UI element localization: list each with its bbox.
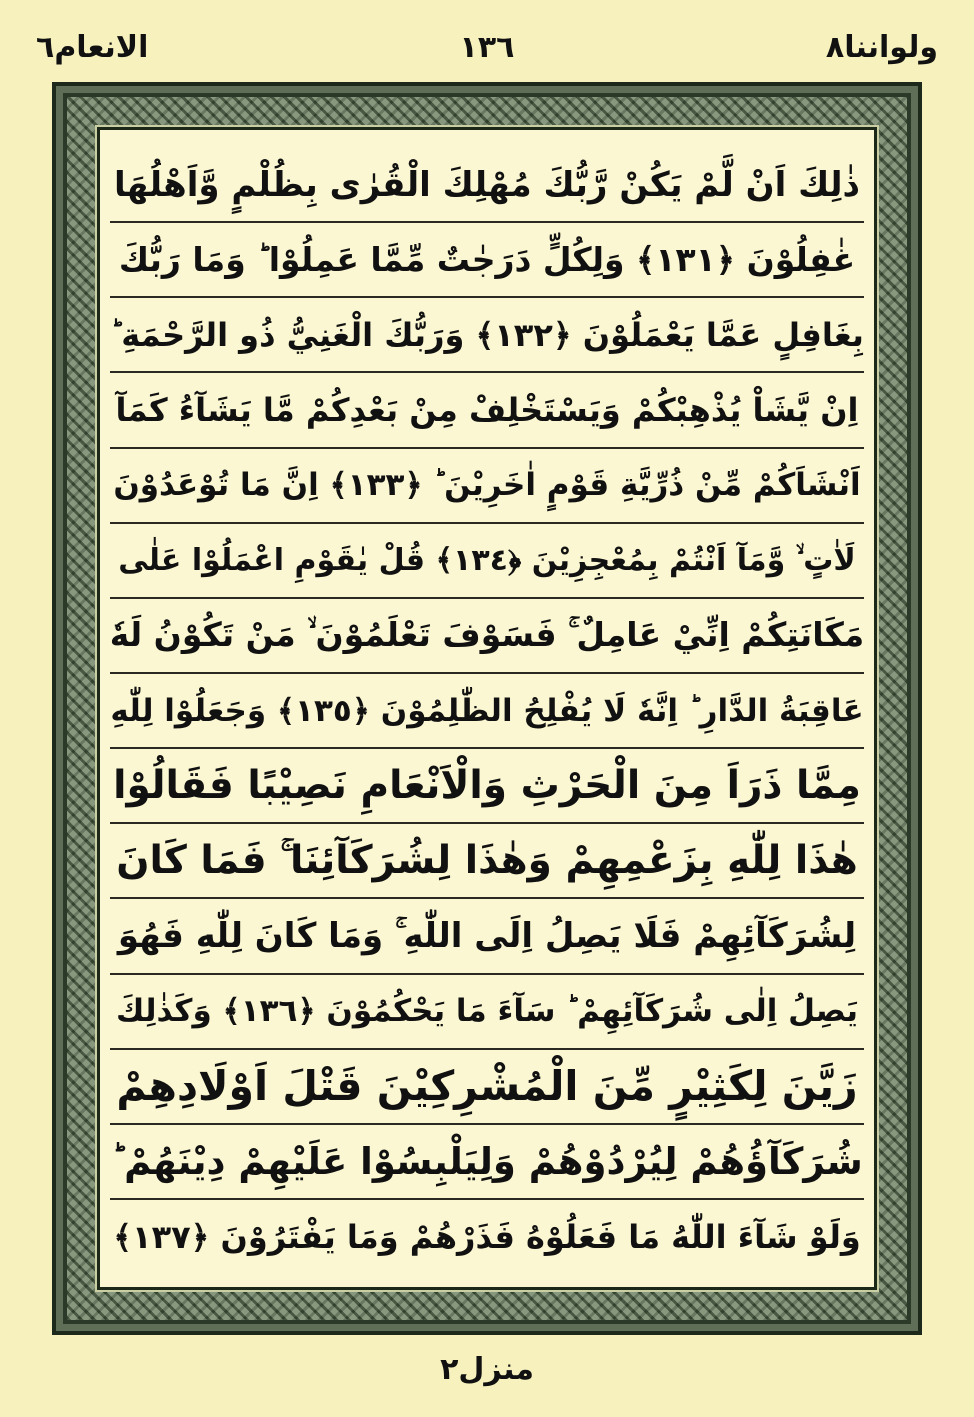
verse-lines: [110, 148, 864, 1273]
verse-line: غٰفِلُوْنَ ﴿١٣١﴾ وَلِكُلٍّ دَرَجٰتٌ مِّمَّا عَمِلُوْا ؕ وَمَا رَبُّكَ: [110, 223, 864, 298]
page-header: [36, 28, 938, 68]
verse-line: مِمَّا ذَرَاَ مِنَ الْحَرْثِ وَالْاَنْعَامِ نَصِيْبًا فَقَالُوْا: [110, 749, 864, 824]
verse-line: ذٰلِكَ اَنْ لَّمْ يَكُنْ رَّبُّكَ مُهْلِكَ الْقُرٰى بِظُلْمٍ وَّاَهْلُهَا: [110, 148, 864, 223]
verse-line: هٰذَا لِلّٰهِ بِزَعْمِهِمْ وَهٰذَا لِشُرَكَآئِنَا ۚ فَمَا كَانَ: [110, 824, 864, 899]
ornamental-border: [52, 82, 922, 1335]
verse-line: اِنْ يَّشَاْ يُذْهِبْكُمْ وَيَسْتَخْلِفْ مِنْ بَعْدِكُمْ مَّا يَشَآءُ كَمَآ: [110, 373, 864, 448]
verse-line: يَصِلُ اِلٰى شُرَكَآئِهِمْ ؕ سَآءَ مَا يَحْكُمُوْنَ ﴿١٣٦﴾ وَكَذٰلِكَ: [110, 975, 864, 1050]
page-number: ١٣٦: [459, 30, 515, 65]
verse-line: زَيَّنَ لِكَثِيْرٍ مِّنَ الْمُشْرِكِيْنَ قَتْلَ اَوْلَادِهِمْ: [110, 1050, 864, 1125]
verse-line: عَاقِبَةُ الدَّارِ ؕ اِنَّهٗ لَا يُفْلِحُ الظّٰلِمُوْنَ ﴿١٣٥﴾ وَجَعَلُوْا لِلّٰهِ: [110, 674, 864, 749]
manzil-marker: منزل٢: [440, 1352, 534, 1387]
verse-line: شُرَكَآؤُهُمْ لِيُرْدُوْهُمْ وَلِيَلْبِسُوْا عَلَيْهِمْ دِيْنَهُمْ ؕ: [110, 1125, 864, 1200]
text-panel: [97, 127, 877, 1290]
verse-line: وَلَوْ شَآءَ اللّٰهُ مَا فَعَلُوْهُ فَذَرْهُمْ وَمَا يَفْتَرُوْنَ ﴿١٣٧﴾: [113, 1217, 861, 1256]
verse-line: لِشُرَكَآئِهِمْ فَلَا يَصِلُ اِلَى اللّٰهِ ۚ وَمَا كَانَ لِلّٰهِ فَهُوَ: [110, 899, 864, 974]
verse-line: لَاٰتٍ ۙ وَّمَآ اَنْتُمْ بِمُعْجِزِيْنَ ﴿١٣٤﴾ قُلْ يٰقَوْمِ اعْمَلُوْا عَلٰى: [110, 524, 864, 599]
verse-line: بِغَافِلٍ عَمَّا يَعْمَلُوْنَ ﴿١٣٢﴾ وَرَبُّكَ الْغَنِيُّ ذُو الرَّحْمَةِ ؕ: [110, 298, 864, 373]
juz-name: ولواننا٨: [825, 30, 938, 65]
surah-name: الانعام٦: [36, 30, 149, 65]
verse-line: اَنْشَاَكُمْ مِّنْ ذُرِّيَّةِ قَوْمٍ اٰخَرِيْنَ ؕ ﴿١٣٣﴾ اِنَّ مَا تُوْعَدُوْنَ: [110, 449, 864, 524]
border-pattern: [63, 93, 911, 1324]
verse-line: مَكَانَتِكُمْ اِنِّيْ عَامِلٌ ۚ فَسَوْفَ تَعْلَمُوْنَ ۙ مَنْ تَكُوْنُ لَهٗ: [110, 599, 864, 674]
